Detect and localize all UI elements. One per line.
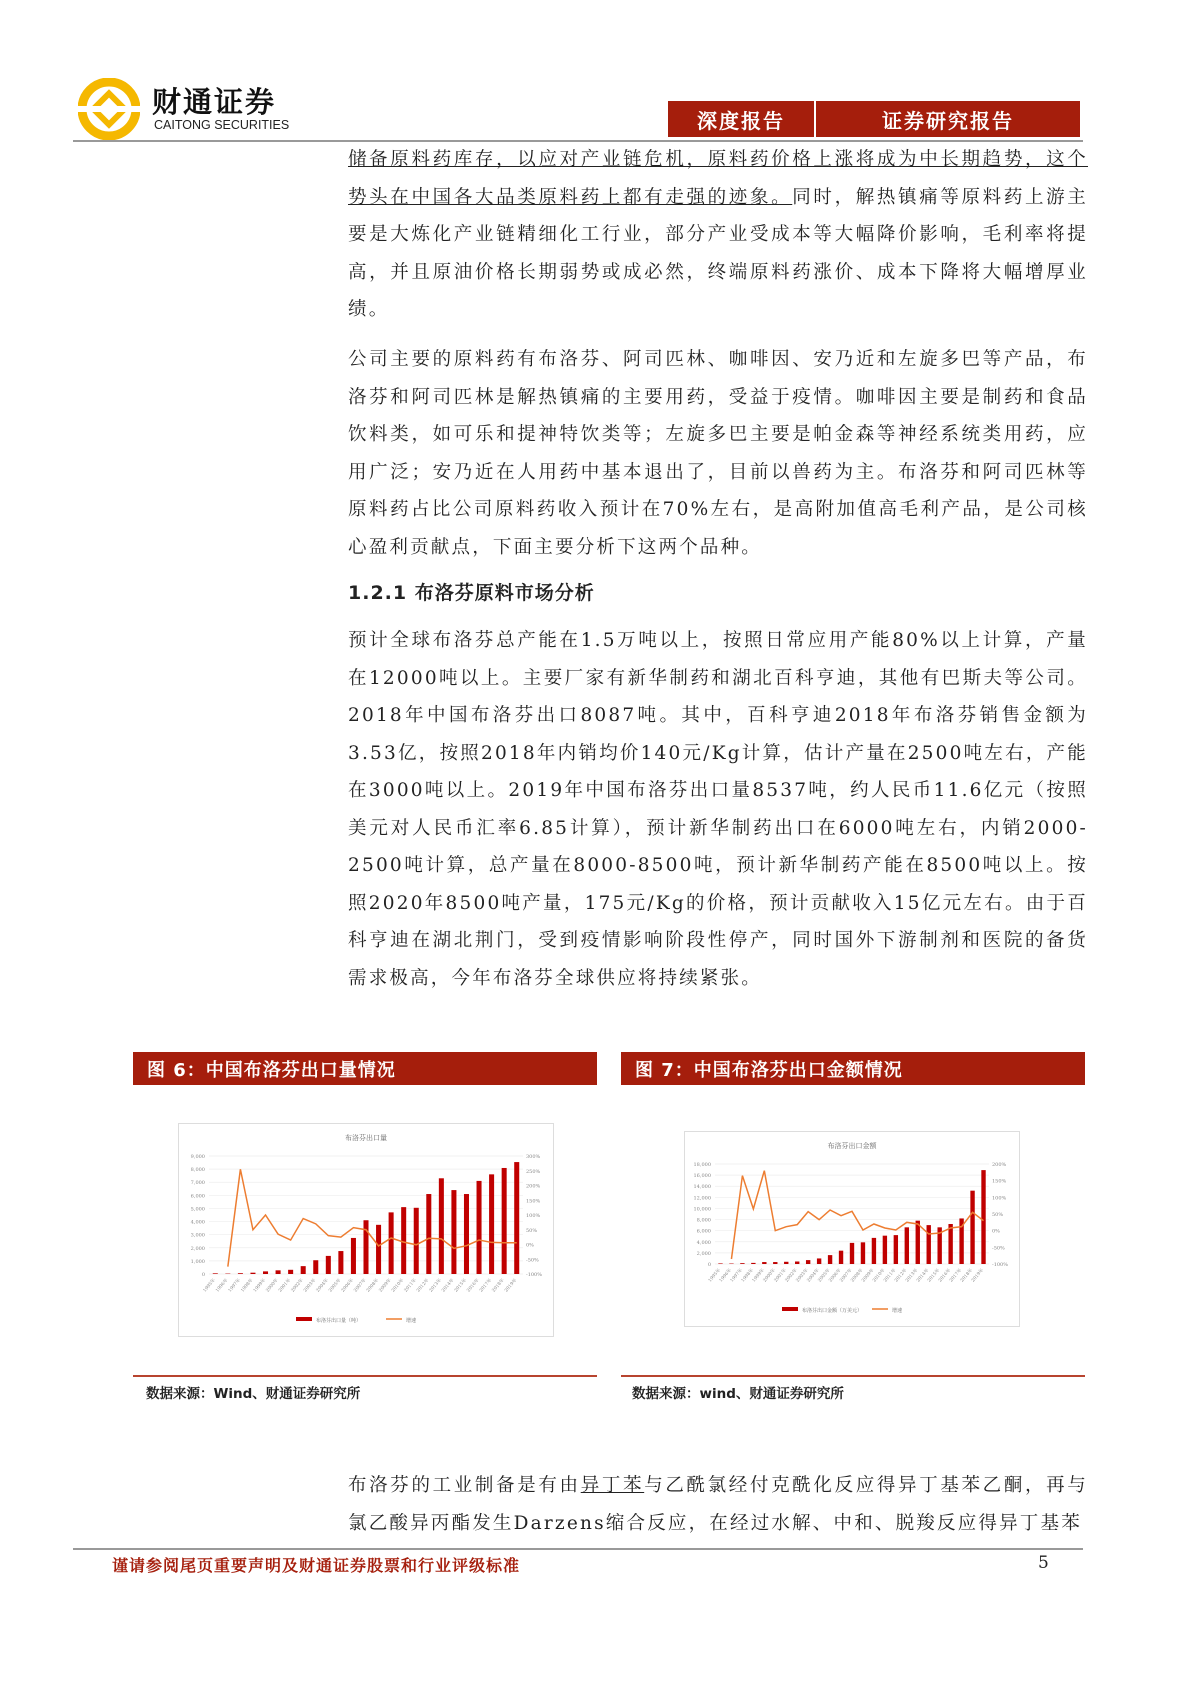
bar: [850, 1243, 854, 1264]
bar: [426, 1194, 431, 1274]
source-divider: [133, 1375, 597, 1377]
bar: [762, 1262, 766, 1264]
y2-tick-label: 250%: [526, 1169, 541, 1175]
legend-label: 增速: [892, 1307, 902, 1314]
x-tick-label: 2017年: [478, 1276, 494, 1293]
x-tick-label: 1997年: [226, 1276, 242, 1293]
growth-line: [228, 1169, 517, 1266]
x-tick-label: 1996年: [717, 1266, 733, 1283]
export-volume-chart: [178, 1123, 554, 1337]
bar: [970, 1191, 974, 1264]
logo-icon: [78, 78, 140, 140]
x-tick-label: 1995年: [706, 1266, 722, 1283]
x-tick-label: 2014年: [915, 1266, 931, 1283]
x-tick-label: 2007年: [838, 1266, 854, 1283]
y-tick-label: 8,000: [697, 1218, 711, 1224]
y2-tick-label: 150%: [526, 1198, 541, 1204]
paragraph-text: 布洛芬的工业制备是有由: [348, 1475, 581, 1496]
bar: [502, 1168, 507, 1274]
bar: [276, 1270, 281, 1274]
figure-7-caption: 图 7：中国布洛芬出口金额情况: [621, 1052, 1085, 1085]
bar: [795, 1262, 799, 1265]
bar: [338, 1251, 343, 1274]
y2-tick-label: 200%: [992, 1162, 1007, 1168]
y2-tick-label: 150%: [992, 1179, 1007, 1185]
growth-line: [731, 1171, 983, 1259]
bar: [401, 1207, 406, 1274]
y-tick-label: 2,000: [697, 1251, 711, 1257]
bar: [313, 1260, 318, 1274]
bar: [894, 1235, 898, 1264]
x-tick-label: 2009年: [860, 1266, 876, 1283]
legend-label: 布洛芬出口量（吨）: [316, 1317, 361, 1324]
report-category-tag: 证券研究报告: [816, 101, 1080, 137]
bar: [464, 1194, 469, 1274]
bar: [784, 1262, 788, 1264]
legend-bar-swatch: [782, 1307, 798, 1311]
y-tick-label: 6,000: [697, 1229, 711, 1235]
bar: [948, 1224, 952, 1264]
bar: [451, 1190, 456, 1274]
y2-tick-label: 100%: [992, 1195, 1007, 1201]
footer-disclaimer: 谨请参阅尾页重要声明及财通证券股票和行业评级标准: [112, 1553, 520, 1576]
y2-tick-label: 200%: [526, 1184, 541, 1190]
y2-tick-label: -100%: [526, 1272, 542, 1278]
chart-title: 布洛芬出口金额: [828, 1141, 878, 1150]
bar: [751, 1263, 755, 1264]
legend-label: 增速: [406, 1317, 416, 1324]
x-tick-label: 2004年: [314, 1276, 330, 1293]
bar: [389, 1212, 394, 1274]
legend-label: 布洛芬出口金额（万美元）: [802, 1307, 862, 1314]
x-tick-label: 2002年: [289, 1276, 305, 1293]
x-tick-label: 1999年: [750, 1266, 766, 1283]
y2-tick-label: 50%: [526, 1228, 537, 1234]
x-tick-label: 2005年: [816, 1266, 832, 1283]
x-tick-label: 2012年: [415, 1276, 431, 1293]
legend-bar-swatch: [296, 1317, 312, 1321]
y-tick-label: 12,000: [694, 1195, 712, 1201]
x-tick-label: 2018年: [490, 1276, 506, 1293]
x-tick-label: 2012年: [893, 1266, 909, 1283]
x-tick-label: 2000年: [264, 1276, 280, 1293]
bar: [828, 1255, 832, 1264]
x-tick-label: 2014年: [440, 1276, 456, 1293]
x-tick-label: 2013年: [427, 1276, 443, 1293]
bar: [905, 1227, 909, 1264]
y-tick-label: 2,000: [191, 1246, 205, 1252]
bar: [238, 1273, 243, 1274]
x-tick-label: 2003年: [302, 1276, 318, 1293]
x-tick-label: 2019年: [503, 1276, 519, 1293]
x-tick-label: 1999年: [251, 1276, 267, 1293]
bar: [288, 1270, 293, 1274]
y-tick-label: 7,000: [191, 1180, 205, 1186]
bar: [213, 1273, 218, 1274]
x-tick-label: 2007年: [352, 1276, 368, 1293]
bar: [326, 1256, 331, 1274]
x-tick-label: 2016年: [465, 1276, 481, 1293]
y2-tick-label: -50%: [526, 1257, 539, 1263]
bar: [477, 1181, 482, 1274]
export-value-chart: [684, 1131, 1020, 1327]
paragraph-text: 同时，解热镇痛等原料药上游主要是大炼化产业链精细化工行业，部分产业受成本等大幅降价影响，毛利率将提高，并且原油价格长期弱势或成必然，终端原料药涨价、成本下降将大幅增厚业绩。: [348, 187, 1088, 321]
x-tick-label: 2008年: [364, 1276, 380, 1293]
x-tick-label: 2011年: [882, 1266, 898, 1283]
underlined-text: 异丁苯: [581, 1475, 644, 1496]
bar: [263, 1271, 268, 1274]
bar: [872, 1238, 876, 1264]
y-tick-label: 3,000: [191, 1233, 205, 1239]
x-tick-label: 2018年: [958, 1266, 974, 1283]
x-tick-label: 2010年: [390, 1276, 406, 1293]
section-heading: 1.2.1 布洛芬原料市场分析: [348, 578, 595, 605]
logo-en-text: CAITONG SECURITIES: [154, 118, 289, 132]
y-tick-label: 6,000: [191, 1193, 205, 1199]
x-tick-label: 2006年: [339, 1276, 355, 1293]
bar: [740, 1263, 744, 1264]
bar: [301, 1266, 306, 1274]
y-tick-label: 14,000: [694, 1184, 712, 1190]
x-tick-label: 2016年: [937, 1266, 953, 1283]
x-tick-label: 2003年: [794, 1266, 810, 1283]
x-tick-label: 2019年: [969, 1266, 985, 1283]
x-tick-label: 1995年: [201, 1276, 217, 1293]
x-tick-label: 1997年: [728, 1266, 744, 1283]
x-tick-label: 2013年: [904, 1266, 920, 1283]
bar: [916, 1221, 920, 1264]
y-tick-label: 18,000: [694, 1162, 712, 1168]
paragraph-4: [348, 1467, 1088, 1542]
paragraph-2: 公司主要的原料药有布洛芬、阿司匹林、咖啡因、安乃近和左旋多巴等产品，布洛芬和阿司匹林是解热镇痛的主要用药，受益于疫情。咖啡因主要是制药和食品饮料类，如可乐和提神特饮类等；左旋多巴主要是帕金森等神经系统类用药，应用广泛；安乃近在人用药中基本退出了，目前以兽药为主。布洛芬和阿司匹林等原料药占比公司原料药收入预计在70%左右，是高附加值高毛利产品，是公司核心盈利贡献点，下面主要分析下这两个品种。: [348, 341, 1088, 566]
source-divider: [621, 1375, 1085, 1377]
y-tick-label: 4,000: [191, 1220, 205, 1226]
figure-6-caption: 图 6：中国布洛芬出口量情况: [133, 1052, 597, 1085]
chart-title: 布洛芬出口量: [345, 1133, 387, 1142]
company-logo: [78, 78, 318, 138]
y-tick-label: 0: [708, 1262, 711, 1268]
report-type-tag: 深度报告: [668, 101, 814, 137]
x-tick-label: 2010年: [871, 1266, 887, 1283]
figure-7-source: 数据来源：wind、财通证券研究所: [632, 1382, 844, 1402]
x-tick-label: 1996年: [214, 1276, 230, 1293]
y2-tick-label: 0%: [526, 1243, 534, 1249]
paragraph-text: 与乙酰氯经付克酰化反应得异丁基苯乙酮，再与氯乙酸异丙酯发生Darzens缩合反应，在经过水解、中和、脱羧反应得异丁基苯: [348, 1475, 1088, 1534]
x-tick-label: 2011年: [402, 1276, 418, 1293]
x-tick-label: 2001年: [277, 1276, 293, 1293]
y-tick-label: 8,000: [191, 1167, 205, 1173]
x-tick-label: 2000年: [761, 1266, 777, 1283]
bar: [927, 1225, 931, 1264]
x-tick-label: 2017年: [948, 1266, 964, 1283]
bar: [351, 1238, 356, 1274]
x-tick-label: 2002年: [783, 1266, 799, 1283]
y2-tick-label: -50%: [992, 1245, 1005, 1251]
bar: [718, 1263, 722, 1264]
x-tick-label: 2001年: [772, 1266, 788, 1283]
bar: [883, 1236, 887, 1264]
bar: [861, 1242, 865, 1264]
y-tick-label: 10,000: [694, 1206, 712, 1212]
x-tick-label: 2009年: [377, 1276, 393, 1293]
bar: [773, 1262, 777, 1264]
y-tick-label: 5,000: [191, 1206, 205, 1212]
paragraph-1: [348, 141, 1088, 329]
x-tick-label: 2004年: [805, 1266, 821, 1283]
y-tick-label: 1,000: [191, 1259, 205, 1265]
footer-divider: [73, 1548, 1083, 1550]
underlined-text: 储备原料药库存，以应对产业链危机，原料药价格上涨将成为中长期趋势，这个势头在中国各大品类原料药上都有走强的迹象。: [348, 149, 1088, 208]
y-tick-label: 9,000: [191, 1154, 205, 1160]
logo-cn-text: 财通证券: [152, 80, 276, 121]
x-tick-label: 2015年: [926, 1266, 942, 1283]
bar: [514, 1162, 519, 1274]
x-tick-label: 1998年: [739, 1266, 755, 1283]
y2-tick-label: 50%: [992, 1212, 1003, 1218]
paragraph-3: 预计全球布洛芬总产能在1.5万吨以上，按照日常应用产能80%以上计算，产量在12000吨以上。主要厂家有新华制药和湖北百科亨迪，其他有巴斯夫等公司。2018年中国布洛芬出口8087吨。其中，百科亨迪2018年布洛芬销售金额为3.53亿，按照2018年内销均价140元/Kg计算，估计产量在2500吨左右，产能在3000吨以上。2019年中国布洛芬出口量8537吨，约人民币11.6亿元（按照美元对人民币汇率6.85计算），预计新华制药出口在6000吨左右，内销2000-2500吨计算，总产量在8000-8500吨，预计新华制药产能在8500吨以上。按照2020年8500吨产量，175元/Kg的价格，预计贡献收入15亿元左右。由于百科亨迪在湖北荆门，受到疫情影响阶段性停产，同时国外下游制剂和医院的备货需求极高，今年布洛芬全球供应将持续紧张。: [348, 622, 1088, 997]
bar: [363, 1220, 368, 1274]
y-tick-label: 0: [202, 1272, 205, 1278]
y2-tick-label: 100%: [526, 1213, 541, 1219]
x-tick-label: 2006年: [827, 1266, 843, 1283]
y2-tick-label: 300%: [526, 1154, 541, 1160]
x-tick-label: 2008年: [849, 1266, 865, 1283]
x-tick-label: 2005年: [327, 1276, 343, 1293]
page-number: 5: [1038, 1553, 1049, 1573]
x-tick-label: 2015年: [452, 1276, 468, 1293]
y-tick-label: 4,000: [697, 1240, 711, 1246]
y2-tick-label: 0%: [992, 1229, 1000, 1235]
y-tick-label: 16,000: [694, 1173, 712, 1179]
bar: [250, 1273, 255, 1274]
bar: [817, 1258, 821, 1264]
x-tick-label: 1998年: [239, 1276, 255, 1293]
bar: [489, 1174, 494, 1274]
figure-6-source: 数据来源：Wind、财通证券研究所: [146, 1382, 360, 1402]
bar: [439, 1178, 444, 1274]
bar: [839, 1251, 843, 1264]
bar: [806, 1260, 810, 1264]
y2-tick-label: -100%: [992, 1262, 1008, 1268]
bar: [376, 1225, 381, 1274]
bar: [981, 1170, 985, 1264]
bar: [414, 1208, 419, 1274]
